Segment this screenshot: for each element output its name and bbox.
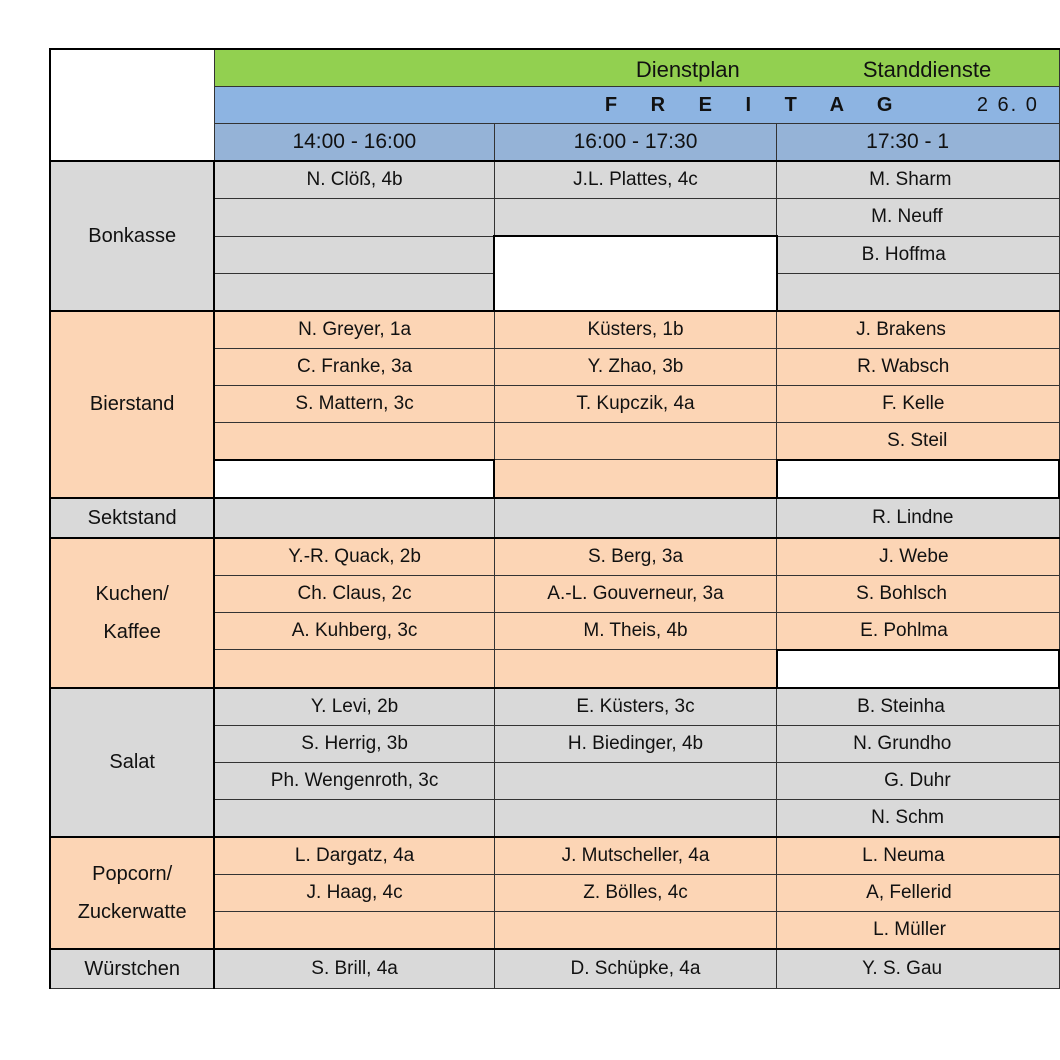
time-slot-2: 16:00 - 17:30 [494, 124, 776, 162]
station-popcorn-zuckerwatte [50, 837, 214, 949]
shift-cell [494, 650, 776, 688]
shift-cell: A. Kuhberg, 3c [214, 612, 494, 650]
schedule-table [49, 48, 1060, 989]
station-name-line: Zuckerwatte [77, 900, 187, 923]
shift-cell [494, 460, 776, 498]
station-bonkasse: Bonkasse [50, 161, 214, 311]
shift-cell: A.-L. Gouverneur, 3a [494, 575, 776, 612]
shift-cell: L. Müller [777, 911, 1059, 949]
shift-cell: D. Schüpke, 4a [494, 949, 776, 989]
title-row [50, 49, 1059, 87]
shift-cell: Y.-R. Quack, 2b [214, 538, 494, 576]
shift-cell [214, 422, 494, 460]
shift-cell: E. Pohlma [777, 612, 1059, 650]
shift-cell: J.L. Plattes, 4c [494, 161, 776, 199]
schedule-sheet [49, 48, 1060, 989]
shift-cell [494, 799, 776, 837]
shift-cell [214, 273, 494, 311]
shift-cell: S. Bohlsch [777, 575, 1059, 612]
table-row [50, 161, 1059, 199]
day-label: F R E I T A G [604, 94, 907, 116]
station-bierstand: Bierstand [50, 311, 214, 498]
shift-cell: Y. Zhao, 3b [494, 348, 776, 385]
shift-cell [214, 650, 494, 688]
shift-cell: F. Kelle [777, 385, 1059, 422]
shift-cell [494, 199, 776, 237]
station-kuchen-kaffee [50, 538, 214, 688]
shift-cell [494, 911, 776, 949]
shift-cell: Ch. Claus, 2c [214, 575, 494, 612]
shift-cell: Y. Levi, 2b [214, 688, 494, 726]
shift-cell: Z. Bölles, 4c [494, 874, 776, 911]
table-row [50, 538, 1059, 576]
station-name-line: Popcorn/ [92, 862, 173, 885]
shift-cell: S. Brill, 4a [214, 949, 494, 989]
shift-cell [214, 498, 494, 538]
shift-cell: N. Greyer, 1a [214, 311, 494, 349]
shift-cell: M. Theis, 4b [494, 612, 776, 650]
shift-cell: S. Mattern, 3c [214, 385, 494, 422]
blank-cell [777, 460, 1059, 498]
shift-cell: L. Dargatz, 4a [214, 837, 494, 875]
shift-cell: H. Biedinger, 4b [494, 725, 776, 762]
shift-cell: J. Mutscheller, 4a [494, 837, 776, 875]
shift-cell: N. Schm [777, 799, 1059, 837]
shift-cell: J. Brakens [777, 311, 1059, 349]
table-row [50, 837, 1059, 875]
shift-cell: S. Berg, 3a [494, 538, 776, 576]
blank-cell [777, 650, 1059, 688]
blank-cell [214, 460, 494, 498]
station-salat: Salat [50, 688, 214, 837]
station-wuerstchen: Würstchen [50, 949, 214, 989]
table-row [50, 498, 1059, 538]
shift-cell: R. Wabsch [777, 348, 1059, 385]
blank-cell [494, 236, 776, 311]
shift-cell: J. Haag, 4c [214, 874, 494, 911]
day-cell [214, 87, 1059, 124]
shift-cell [214, 236, 494, 273]
station-name-line: Kaffee [103, 620, 161, 643]
shift-cell [494, 498, 776, 538]
shift-cell: N. Grundho [777, 725, 1059, 762]
shift-cell: N. Clöß, 4b [214, 161, 494, 199]
table-row [50, 688, 1059, 726]
title-standdienste: Standdienste [862, 57, 992, 82]
shift-cell: A, Fellerid [777, 874, 1059, 911]
shift-cell: S. Herrig, 3b [214, 725, 494, 762]
shift-cell: M. Neuff [777, 199, 1059, 237]
shift-cell [777, 273, 1059, 311]
shift-cell [214, 199, 494, 237]
shift-cell: Küsters, 1b [494, 311, 776, 349]
shift-cell: J. Webe [777, 538, 1059, 576]
shift-cell: C. Franke, 3a [214, 348, 494, 385]
shift-cell [494, 422, 776, 460]
title-dienstplan: Dienstplan [635, 57, 740, 82]
shift-cell: B. Hoffma [777, 236, 1059, 273]
shift-cell: G. Duhr [777, 762, 1059, 799]
shift-cell [494, 762, 776, 799]
shift-cell: Y. S. Gau [777, 949, 1059, 989]
shift-cell: Ph. Wengenroth, 3c [214, 762, 494, 799]
shift-cell [214, 911, 494, 949]
table-row [50, 949, 1059, 989]
station-name-line: Kuchen/ [95, 582, 169, 605]
shift-cell: R. Lindne [777, 498, 1059, 538]
shift-cell: M. Sharm [777, 161, 1059, 199]
table-row [50, 311, 1059, 349]
shift-cell: L. Neuma [777, 837, 1059, 875]
station-sektstand: Sektstand [50, 498, 214, 538]
date-label: 2 6. 0 [976, 94, 1039, 116]
shift-cell: S. Steil [777, 422, 1059, 460]
shift-cell: B. Steinha [777, 688, 1059, 726]
shift-cell [214, 799, 494, 837]
shift-cell: T. Kupczik, 4a [494, 385, 776, 422]
time-slot-1: 14:00 - 16:00 [214, 124, 494, 162]
shift-cell: E. Küsters, 3c [494, 688, 776, 726]
title-cell [214, 49, 1059, 87]
corner-cell [50, 49, 214, 161]
time-slot-3: 17:30 - 1 [777, 124, 1059, 162]
